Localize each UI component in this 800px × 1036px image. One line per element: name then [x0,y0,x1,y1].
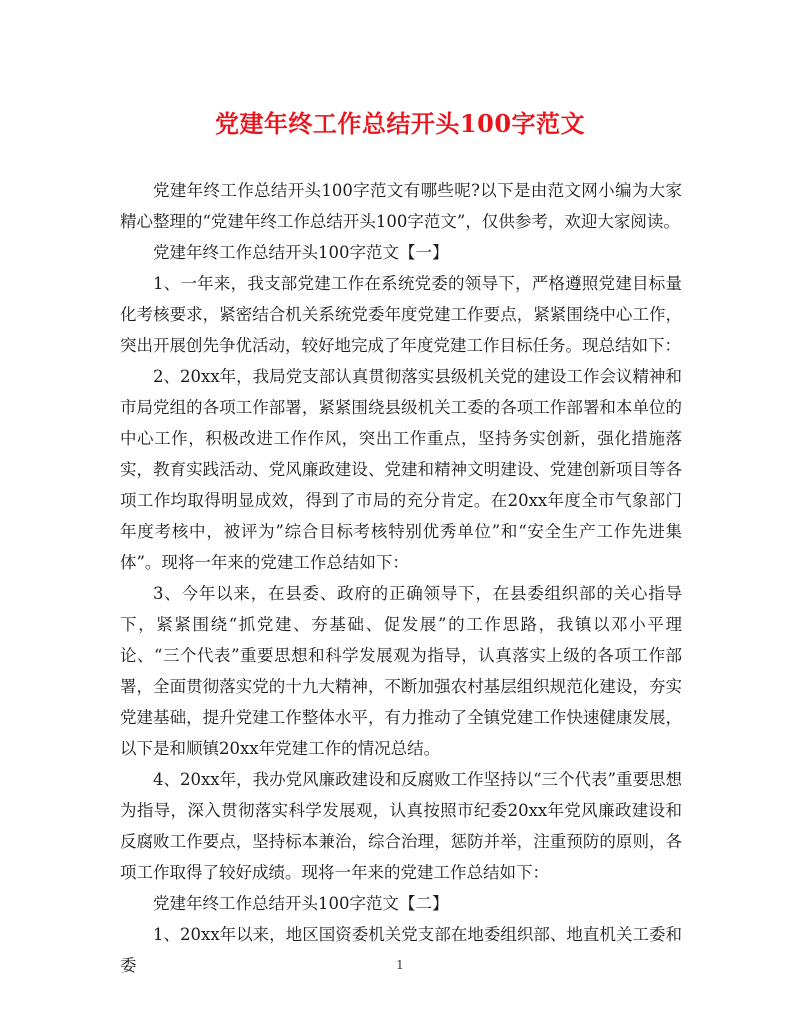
paragraph-item-5: 1、20xx年以来，地区国资委机关党支部在地委组织部、地直机关工委和委 [120,925,682,975]
paragraph-item-1: 1、一年来，我支部党建工作在系统党委的领导下，严格遵照党建目标量化考核要求，紧密结合机关系统党委年度党建工作要点，紧紧围绕中心工作，突出开展创先争优活动，较好地完成了年度党建工作目标任务。现总结如下： [120,274,682,355]
paragraph-item-3: 3、今年以来，在县委、政府的正确领导下，在县委组织部的关心指导下，紧紧围绕“抓党建、夯基础、促发展”的工作思路，我镇以邓小平理论、“三个代表”重要思想和科学发展观为指导，认真落实上级的各项工作部署，全面贯彻落实党的十九大精神，不断加强农村基层组织规范化建设，夯实党建基础，提升党建工作整体水平，有力推动了全镇党建工作快速健康发展，以下是和顺镇20xx年党建工作的情况总结。 [120,584,682,758]
paragraph-item-2: 2、20xx年，我局党支部认真贯彻落实县级机关党的建设工作会议精神和市局党组的各项工作部署，紧紧围绕县级机关工委的各项工作部署和本单位的中心工作，积极改进工作作风，突出工作重点，坚持务实创新，强化措施落实，教育实践活动、党风廉政建设、党建和精神文明建设、党建创新项目等各项工作均取得明显成效，得到了市局的充分肯定。在20xx年度全市气象部门年度考核中，被评为”综合目标考核特别优秀单位”和“安全生产工作先进集体”。现将一年来的党建工作总结如下： [120,367,682,572]
document-title: 党建年终工作总结开头100字范文 [214,109,586,138]
document-body [120,175,682,981]
section-heading-one: 党建年终工作总结开头100字范文【一】 [153,243,449,262]
paragraph-item-4: 4、20xx年，我办党风廉政建设和反腐败工作坚持以“三个代表”重要思想为指导，深入贯彻落实科学发展观，认真按照市纪委20xx年党风廉政建设和反腐败工作要点，坚持标本兼治，综合治理，惩防并举，注重预防的原则，各项工作取得了较好成绩。现将一年来的党建工作总结如下： [120,770,682,882]
paragraph-intro: 党建年终工作总结开头100字范文有哪些呢?以下是由范文网小编为大家精心整理的“党建年终工作总结开头100字范文”，仅供参考，欢迎大家阅读。 [120,181,682,231]
page-number: 1 [396,958,404,972]
section-heading-two: 党建年终工作总结开头100字范文【二】 [153,894,449,913]
